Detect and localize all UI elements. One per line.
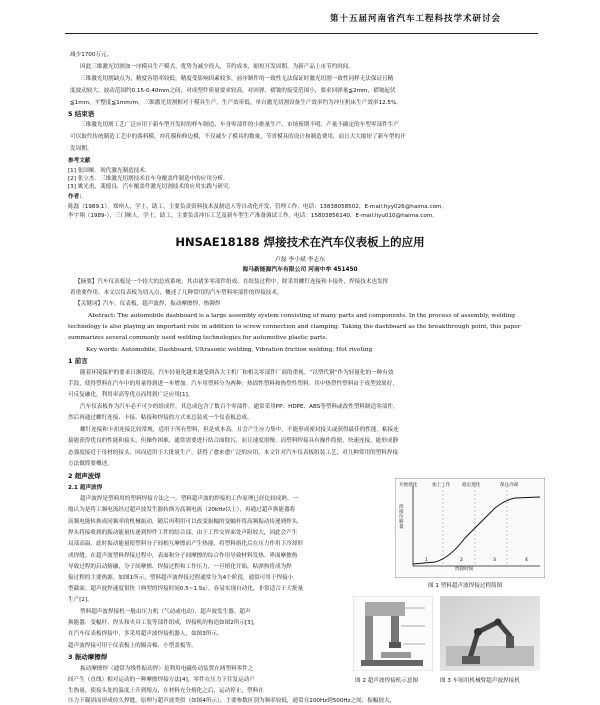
figure-1-phase: 2 [460,558,463,563]
abstract-en: summarizes several commonly used welding technologies for automotive plastic parts. [68,335,328,341]
text-line: 换能器、变幅杆、焊头和夹具工装等部件组成，焊接机的构造如图2所示[3]。 [68,620,259,626]
text-line: 随着环境保护的要求日渐提高，汽车轻量化越来越受到各大主机厂和相关零部件厂商的重视。“以塑代钢”作为轻量化的一种有效 [80,370,394,376]
figure-3-robot-photo [440,596,540,671]
text-line: 生热量，使接头处的温度上升到熔点，在材料充分熔化之后，运动停止，塑料在 [68,688,264,694]
section-heading: 3 振动摩擦焊 [68,653,108,661]
reference-item: [2] 张立杰．三维激光切割技术在车身覆盖件制造中的应用分析． [68,176,229,182]
text-line: ≦1mm，平整度≦1mm/m，三维激光切割相对于模具生产，生产效率低，单台激光切割设备生产效率约为冲压机床生产效率12.5%。 [70,100,402,106]
abstract-en: Abstract: The automobile dashboard is a large assembly system consisting of many parts and components. In the process of assembly, welding [88,313,516,319]
text-line: 三维激光切割工艺广泛应用于新车型开发时的样车制造、车身零部件的小批量生产、市场预期不明、产量不确定的车型零部件生产 [80,122,399,128]
figure-2-caption: 图 2 超声波焊接机示意图 [355,678,419,684]
references-heading: 参考文献 [68,158,91,164]
section-heading: 1 前言 [68,357,88,365]
text-line: 高频电能转换成同频率的机械振动，随后再利用可以改变振幅的变幅杆将高频振动传递到焊头。 [68,519,303,525]
figure-2-machine [353,596,433,671]
abstract-en: technology is also playing an important role in addition to screw connection and clamping. Taking the dashboard as the breakthrough point, this paper [68,324,521,330]
text-line: 在汽车仪表板焊接中，多采用超声波焊接机器人，如图3所示， [68,631,223,637]
author-heading: 作者： [68,194,85,200]
text-line: 发周期。 [70,146,93,152]
text-line: 超声波焊接可用于仪表板上的隔音棉、小型盖板等。 [68,643,197,649]
keywords-en: Key words: Automobile, Dashboard, Ultrasonic welding, Vibration friction welding, Hot riveting [86,347,373,353]
text-line: 螺钉连接和卡扣连接比较常规，适用于所有塑料，但是成本高，且会产生应力集中，不能形成密封接头或获得最佳的性能。粘接连 [80,427,399,433]
article-authors: 卢磊 李小斌 李志东 [274,257,326,263]
text-line: 方法做简要概述。 [68,461,113,467]
text-line: 振动摩擦焊（通常为线性振动焊）是利用电磁传动装置在两塑料零件之 [80,666,254,672]
article-affiliation: 海马新能源汽车有限公司 河南中牟 451450 [242,267,358,273]
abstract-cn: 着重要作用。本文以仪表板为切入点，概述了几种常用的汽车塑料零部件的焊接技术。 [70,290,283,296]
figure-1-diagram [395,478,545,578]
author-info: 陈磊（1989.1），郑州人，学士，助工，主要负责资料技术及制造人等自动化开发、管理工作，电话：13838058502，E-mail:hyy026@haima.com。 [68,204,448,210]
figure-1-label: 稳定熔化 [462,483,481,488]
figure-1-phase: 3 [493,558,496,563]
text-line: 生产[2]。 [68,597,93,603]
author-info: 李宇翔（1989-），三门峡人，学士，助工，主要负责冲压工艺及新车型生产准备调试工作，电话：15803856140，E-mail:liyu010@haima.com。 [68,213,438,219]
text-line: 局部高温，此时振动能量使塑料分子间相互摩擦而产生热能，将塑料熔化后在压力作用下冷却形 [68,541,303,547]
text-line: 焊头将接收到的振动能量传递到焊件工件的结合部，由于工件交界面处声阻较大，因此会产生 [68,530,298,536]
text-line: 导致过程的启动熔融，分子间摩擦、焊接过程和工作压力，一旦熔化开始，粘弹热将成为焊 [68,564,292,570]
subsection-heading: 2.1 超声波焊 [68,485,103,491]
figure-3-caption: 图 3 车间用机械臂超声波焊接机 [440,678,520,684]
text-line: 手段，使得塑料在汽车中的用量得到进一步增加。汽车用塑料分为两种：热固性塑料和热塑性塑料。其中热塑性塑料由于成型效果好， [68,381,399,387]
figure-1-caption: 图 1 塑料超声波焊接过程简图 [428,583,503,589]
figure-1-phase: 4 [525,558,528,563]
figure-1-ylabel: 焊接位移量 [399,505,404,530]
text-line: 减少1700万元。 [70,52,113,58]
text-line: 因此三维激光切割加一序模具生产模式，优势为减少投入，节约成本，缩短开发周期，为新产品上市节约时间。 [80,64,355,70]
section-heading: 5 结束语 [68,110,95,118]
article-title: HNSAE18188 焊接技术在汽车仪表板上的应用 [175,235,425,249]
text-line: 塑料超声波焊接机一般由压力机（气动或电动）、超声波发生器、超声 [80,609,251,615]
text-line: 可反复融化，利用率高等优点而得到广泛应用[1]。 [68,392,194,398]
text-line: 般认为是将工频电流经过超声波发生器转换为高频电流（20kHz以上），再通过超声换能器将 [68,507,296,513]
text-line: 接过程的主要热源。如图1所示，塑料超声波焊接过程通常分为4个阶段，通常可用于焊接小 [68,575,294,581]
text-line: 三维激光切割缺点为，精度容错率较低，精度受影响因素较多，前序制件的一致性无法保证时激光切割一致性同样无法保证且精 [80,76,394,82]
reference-item: [1] 张国顺．现代激光制造技术． [68,168,151,174]
text-line: 型截面。超声波焊速度很快（典型的焊接时间0.5~1.5s），容易实现自动化，非常适合于大批量 [68,586,304,592]
text-line: 然后再通过螺钉连接、卡接、粘接和焊接的方式来总装成一个仪表板总成。 [68,415,253,421]
abstract-cn: 【摘要】汽车仪表板是一个较大的总成系统，其由诸多零部件组成。在组装过程中，除采用螺钉连接和卡接外，焊接技术也发挥 [75,279,389,285]
text-line: 度波动较大，波动范围约0.15-0.40mm之间；对成型件质量要求较高，对回弹、褶皱的接受范围小，要求回弹量≦2mm，褶皱起伏 [70,88,396,94]
text-line: 成焊缝。在超声波塑料焊接过程中，表面和分子间摩擦的综合作用导致材料发热。界面摩擦热 [68,553,298,559]
header-rule [65,33,538,34]
text-line: 可以取代传统制造工艺中的落料模、冲孔模和修边模，不仅减少了模具的数量，节省模具的设计和制造费用，而且大大缩短了新车型的开 [70,134,406,140]
figure-1-phase: 1 [425,558,428,563]
text-line: 态强度接近于母材的接头，因而适用于大批量生产，获得了愈来愈广泛的应用。本文针对汽车仪表板组装工艺，对几种常用的塑料焊接 [68,450,399,456]
journal-header: 第十五届河南省汽车工程科技学术研讨会 [330,14,502,24]
text-line: 汽车仪表板作为汽车必不可少的组成件，其总成包含了数百个零部件。通常采用PP、HDPE、ABS等塑料或改性塑料制造零部件， [80,404,399,410]
section-heading: 2 超声波焊 [68,472,101,480]
text-line: 间产生（直线）相对运动的一种摩擦焊接方法[4]。零件在压力下往复运动产 [68,677,255,683]
figure-1-xlabel: 焊接时间 [455,567,474,572]
text-line: 超声波焊是塑料用的塑料焊接方法之一。塑料超声波的焊接的工作原理已经比较成熟。一 [80,496,299,502]
keywords-cn: 【关键词】汽车，仪表板，超声波焊，振动摩擦焊，热铆焊 [75,301,221,307]
text-line: 压力下凝固而形成持久焊缝。原理与超声波类似（如图4所示），主要参数区别为频率较低，通常在100Hz到500Hz之间，振幅较大， [68,698,396,704]
figure-1-label: 保压冷却 [500,483,519,488]
figure-1-label: 开始熔化 [399,483,418,488]
text-line: 接能获得优良的性能和接头，但操作困难，通常需要进行结合面除污，而且速度很慢。而塑料焊接具有操作简便、快速连接、能形成静 [68,438,399,444]
reference-item: [3] 姚光甫，龚德良．汽车覆盖件激光切割技术的应用实践与研究． [68,184,235,190]
figure-1-label: 加上工作 [432,483,451,488]
